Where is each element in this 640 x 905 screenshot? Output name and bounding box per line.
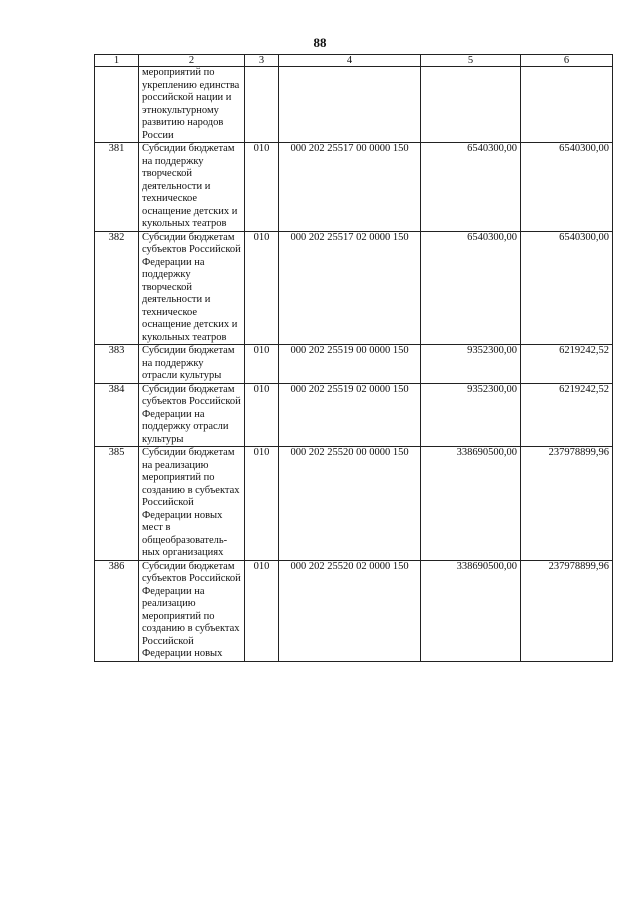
row-number-cell: 383	[95, 345, 139, 384]
row-number-cell: 381	[95, 143, 139, 232]
planned-amount-cell: 6540300,00	[421, 231, 521, 345]
table-row	[95, 560, 613, 661]
row-number-cell: 386	[95, 560, 139, 661]
column-header: 5	[421, 55, 521, 67]
admin-code-cell: 010	[245, 231, 279, 345]
planned-amount-cell: 9352300,00	[421, 345, 521, 384]
description-cell: Субсидии бюджетам субъектов Российской Федерации на поддержку отрасли культуры	[139, 383, 245, 447]
description-cell: Субсидии бюджетам субъектов Российской Федерации на поддержку творческой деятельности и техническое оснащение детских и кукольных театров	[139, 231, 245, 345]
budget-code-cell	[279, 67, 421, 143]
planned-amount-cell: 9352300,00	[421, 383, 521, 447]
admin-code-cell: 010	[245, 345, 279, 384]
budget-code-cell: 000 202 25519 00 0000 150	[279, 345, 421, 384]
column-header: 3	[245, 55, 279, 67]
budget-code-cell: 000 202 25517 02 0000 150	[279, 231, 421, 345]
planned-amount-cell: 338690500,00	[421, 560, 521, 661]
executed-amount-cell: 6540300,00	[521, 143, 613, 232]
column-header: 1	[95, 55, 139, 67]
budget-code-cell: 000 202 25519 02 0000 150	[279, 383, 421, 447]
table-row	[95, 231, 613, 345]
description-cell: Субсидии бюджетам субъектов Российской Федерации на реализацию мероприятий по созданию в субъектах Российской Федерации новых	[139, 560, 245, 661]
description-cell: Субсидии бюджетам на реализацию мероприятий по созданию в субъектах Российской Федерации новых мест в общеобразователь-ных организациях	[139, 447, 245, 561]
row-number-cell	[95, 67, 139, 143]
executed-amount-cell: 237978899,96	[521, 560, 613, 661]
budget-code-cell: 000 202 25520 02 0000 150	[279, 560, 421, 661]
planned-amount-cell: 338690500,00	[421, 447, 521, 561]
executed-amount-cell	[521, 67, 613, 143]
description-cell: мероприятий по укреплению единства российской нации и этнокультурному развитию народов России	[139, 67, 245, 143]
executed-amount-cell: 237978899,96	[521, 447, 613, 561]
admin-code-cell	[245, 67, 279, 143]
admin-code-cell: 010	[245, 143, 279, 232]
admin-code-cell: 010	[245, 560, 279, 661]
planned-amount-cell	[421, 67, 521, 143]
budget-table	[94, 54, 613, 662]
admin-code-cell: 010	[245, 383, 279, 447]
row-number-cell: 382	[95, 231, 139, 345]
description-cell: Субсидии бюджетам на поддержку отрасли культуры	[139, 345, 245, 384]
description-cell: Субсидии бюджетам на поддержку творческой деятельности и техническое оснащение детских и кукольных театров	[139, 143, 245, 232]
table-row	[95, 345, 613, 384]
budget-code-cell: 000 202 25517 00 0000 150	[279, 143, 421, 232]
budget-code-cell: 000 202 25520 00 0000 150	[279, 447, 421, 561]
table-row	[95, 447, 613, 561]
executed-amount-cell: 6219242,52	[521, 383, 613, 447]
header-row	[95, 55, 613, 67]
table-row	[95, 143, 613, 232]
page-number: 88	[313, 35, 327, 50]
planned-amount-cell: 6540300,00	[421, 143, 521, 232]
table-row	[95, 383, 613, 447]
executed-amount-cell: 6540300,00	[521, 231, 613, 345]
column-header: 2	[139, 55, 245, 67]
row-number-cell: 384	[95, 383, 139, 447]
admin-code-cell: 010	[245, 447, 279, 561]
column-header: 6	[521, 55, 613, 67]
row-number-cell: 385	[95, 447, 139, 561]
column-header: 4	[279, 55, 421, 67]
executed-amount-cell: 6219242,52	[521, 345, 613, 384]
table-row-continued	[95, 67, 613, 143]
